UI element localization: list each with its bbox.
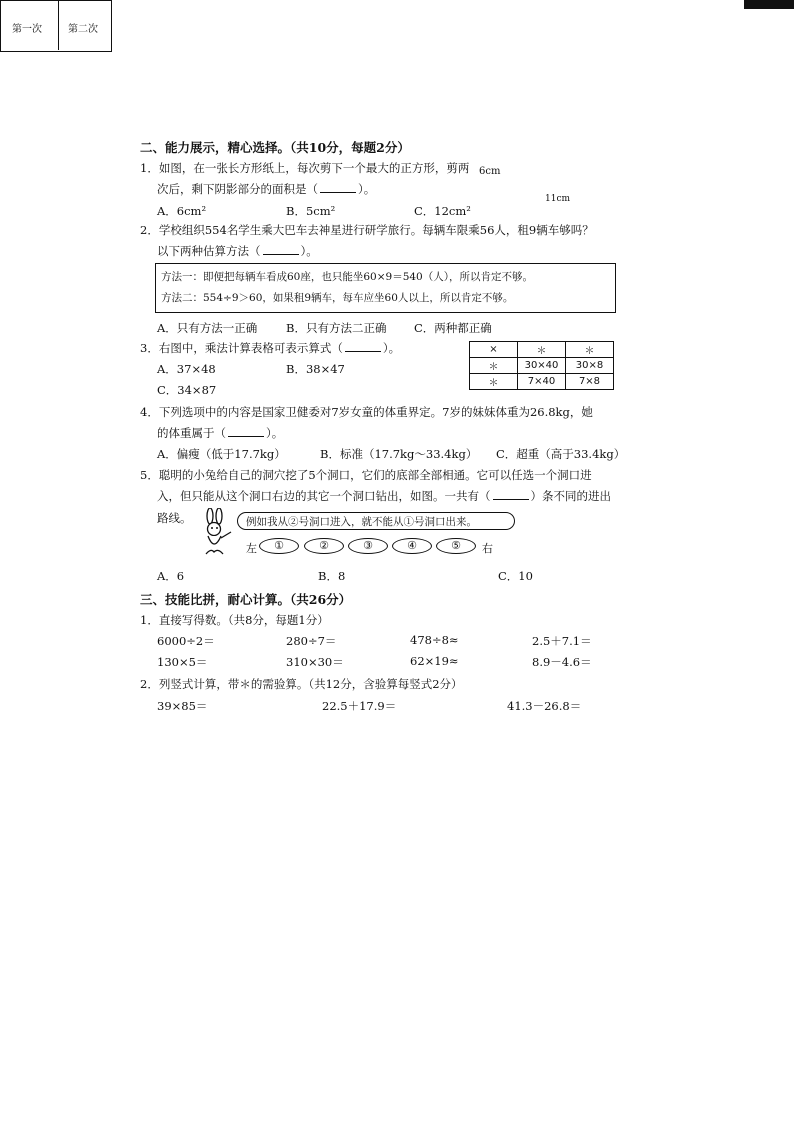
p1-title: 1．直接写得数。（共8分，每题1分）	[140, 613, 329, 627]
calc-item: 478÷8≈	[410, 633, 459, 647]
table-cell: ×	[470, 342, 518, 358]
calc-item: 6000÷2＝	[157, 634, 215, 648]
calc-item: 2.5＋7.1＝	[532, 634, 592, 648]
vertical-calc-item: 39×85＝	[157, 699, 208, 713]
method-one: 方法一：即便把每辆车看成60座，也只能坐60×9＝540（人），所以肯定不够。	[161, 271, 533, 283]
q1-line1: 1．如图，在一张长方形纸上，每次剪下一个最大的正方形，剪两	[140, 161, 470, 175]
vertical-calc-item: 22.5＋17.9＝	[322, 699, 397, 713]
q5-answer-blank[interactable]	[493, 488, 529, 500]
table-cell: 7×8	[566, 374, 614, 390]
q3-line1-a: 3．右图中，乘法计算表格可表示算式（	[140, 341, 343, 355]
q5-option-a: A．6	[157, 569, 185, 583]
q4-line2	[157, 425, 283, 441]
q2-option-c: C．两种都正确	[414, 321, 492, 335]
table-cell: 7×40	[518, 374, 566, 390]
q2-line2-b: ）。	[300, 244, 318, 258]
q3-option-c: C．34×87	[157, 383, 217, 397]
q3-option-a: A．37×48	[157, 362, 216, 376]
q3-line1	[140, 340, 400, 356]
calc-item: 310×30＝	[286, 655, 344, 669]
section2-title: 二、能力展示，精心选择。（共10分，每题2分）	[140, 140, 410, 155]
q5-line2-b: ）条不同的进出	[530, 489, 611, 503]
second-cut-label: 第二次	[68, 24, 98, 35]
hole-4: ④	[392, 538, 432, 554]
q3-option-b: B．38×47	[286, 362, 345, 376]
q1-line2-a: 次后，剩下阴影部分的面积是（	[157, 182, 318, 196]
table-row	[470, 374, 614, 390]
q5-option-b: B．8	[318, 569, 346, 583]
section3-title: 三、技能比拼，耐心计算。（共26分）	[140, 592, 352, 607]
hole-1: ①	[259, 538, 299, 554]
right-label: 右	[482, 542, 493, 555]
speech-bubble: 例如我从②号洞口进入，就不能从①号洞口出来。	[237, 512, 515, 530]
q4-option-b: B．标准（17.7kg～33.4kg）	[320, 447, 478, 461]
q1-answer-blank[interactable]	[320, 181, 356, 193]
q4-option-c: C．超重（高于33.4kg）	[496, 447, 626, 461]
calc-item: 8.9－4.6＝	[532, 655, 592, 669]
q4-option-a: A．偏瘦（低于17.7kg）	[157, 447, 286, 461]
hole-3: ③	[348, 538, 388, 554]
q2-line1: 2．学校组织554名学生乘大巴车去神星进行研学旅行。每辆车限乘56人，租9辆车够吗？	[140, 223, 594, 237]
q1-line2-b: ）。	[358, 182, 376, 196]
table-cell: 30×40	[518, 358, 566, 374]
table-cell: ＊	[470, 358, 518, 374]
first-cut-label: 第一次	[12, 24, 42, 35]
q3-answer-blank[interactable]	[345, 340, 381, 352]
calc-item: 280÷7＝	[286, 634, 337, 648]
q2-option-a: A．只有方法一正确	[157, 321, 258, 335]
multiplication-table	[469, 341, 614, 390]
table-row	[470, 342, 614, 358]
hole-2: ②	[304, 538, 344, 554]
q4-line2-a: 的体重属于（	[157, 426, 226, 440]
shaded-remainder	[744, 0, 794, 9]
q2-line2-a: 以下两种估算方法（	[157, 244, 261, 258]
table-row	[470, 358, 614, 374]
rabbit-icon	[199, 508, 233, 558]
vertical-calc-item: 41.3－26.8＝	[507, 699, 582, 713]
q1-option-a: A．6cm²	[157, 204, 207, 218]
table-cell: ＊	[470, 374, 518, 390]
table-cell: ＊	[518, 342, 566, 358]
q3-line1-b: ）。	[382, 341, 401, 355]
hole-5: ⑤	[436, 538, 476, 554]
q4-line2-b: ）。	[266, 426, 284, 440]
q1-line2	[157, 181, 375, 197]
q1-option-b: B．5cm²	[286, 204, 336, 218]
q5-line2-a: 入，但只能从这个洞口右边的其它一个洞口钻出，如图。一共有（	[157, 489, 491, 503]
rect-width-label: 11cm	[545, 194, 571, 204]
q5-line1: 5．聪明的小兔给自己的洞穴挖了5个洞口，它们的底部全部相通。它可以任选一个洞口进	[140, 468, 592, 482]
p2-title: 2．列竖式计算，带＊的需验算。（共12分，含验算每竖式2分）	[140, 677, 463, 691]
calc-item: 130×5＝	[157, 655, 208, 669]
q2-answer-blank[interactable]	[263, 243, 299, 255]
q1-option-c: C．12cm²	[414, 204, 471, 218]
q4-line1: 4．下列选项中的内容是国家卫健委对7岁女童的体重界定。7岁的妹妹体重为26.8kg，她	[140, 405, 593, 419]
rectangle-figure	[0, 0, 112, 52]
method-two: 方法二：554÷9＞60，如果租9辆车，每车应坐60人以上，所以肯定不够。	[161, 292, 514, 304]
left-label: 左	[246, 542, 257, 555]
rect-height-label: 6cm	[479, 166, 501, 177]
calc-item: 62×19≈	[410, 654, 459, 668]
q2-option-b: B．只有方法二正确	[286, 321, 387, 335]
q2-line2	[157, 243, 318, 259]
q5-line2	[157, 488, 611, 504]
q5-option-c: C．10	[498, 569, 533, 583]
q4-answer-blank[interactable]	[228, 425, 264, 437]
q5-line3: 路线。	[157, 511, 192, 525]
table-cell: ＊	[566, 342, 614, 358]
table-cell: 30×8	[566, 358, 614, 374]
